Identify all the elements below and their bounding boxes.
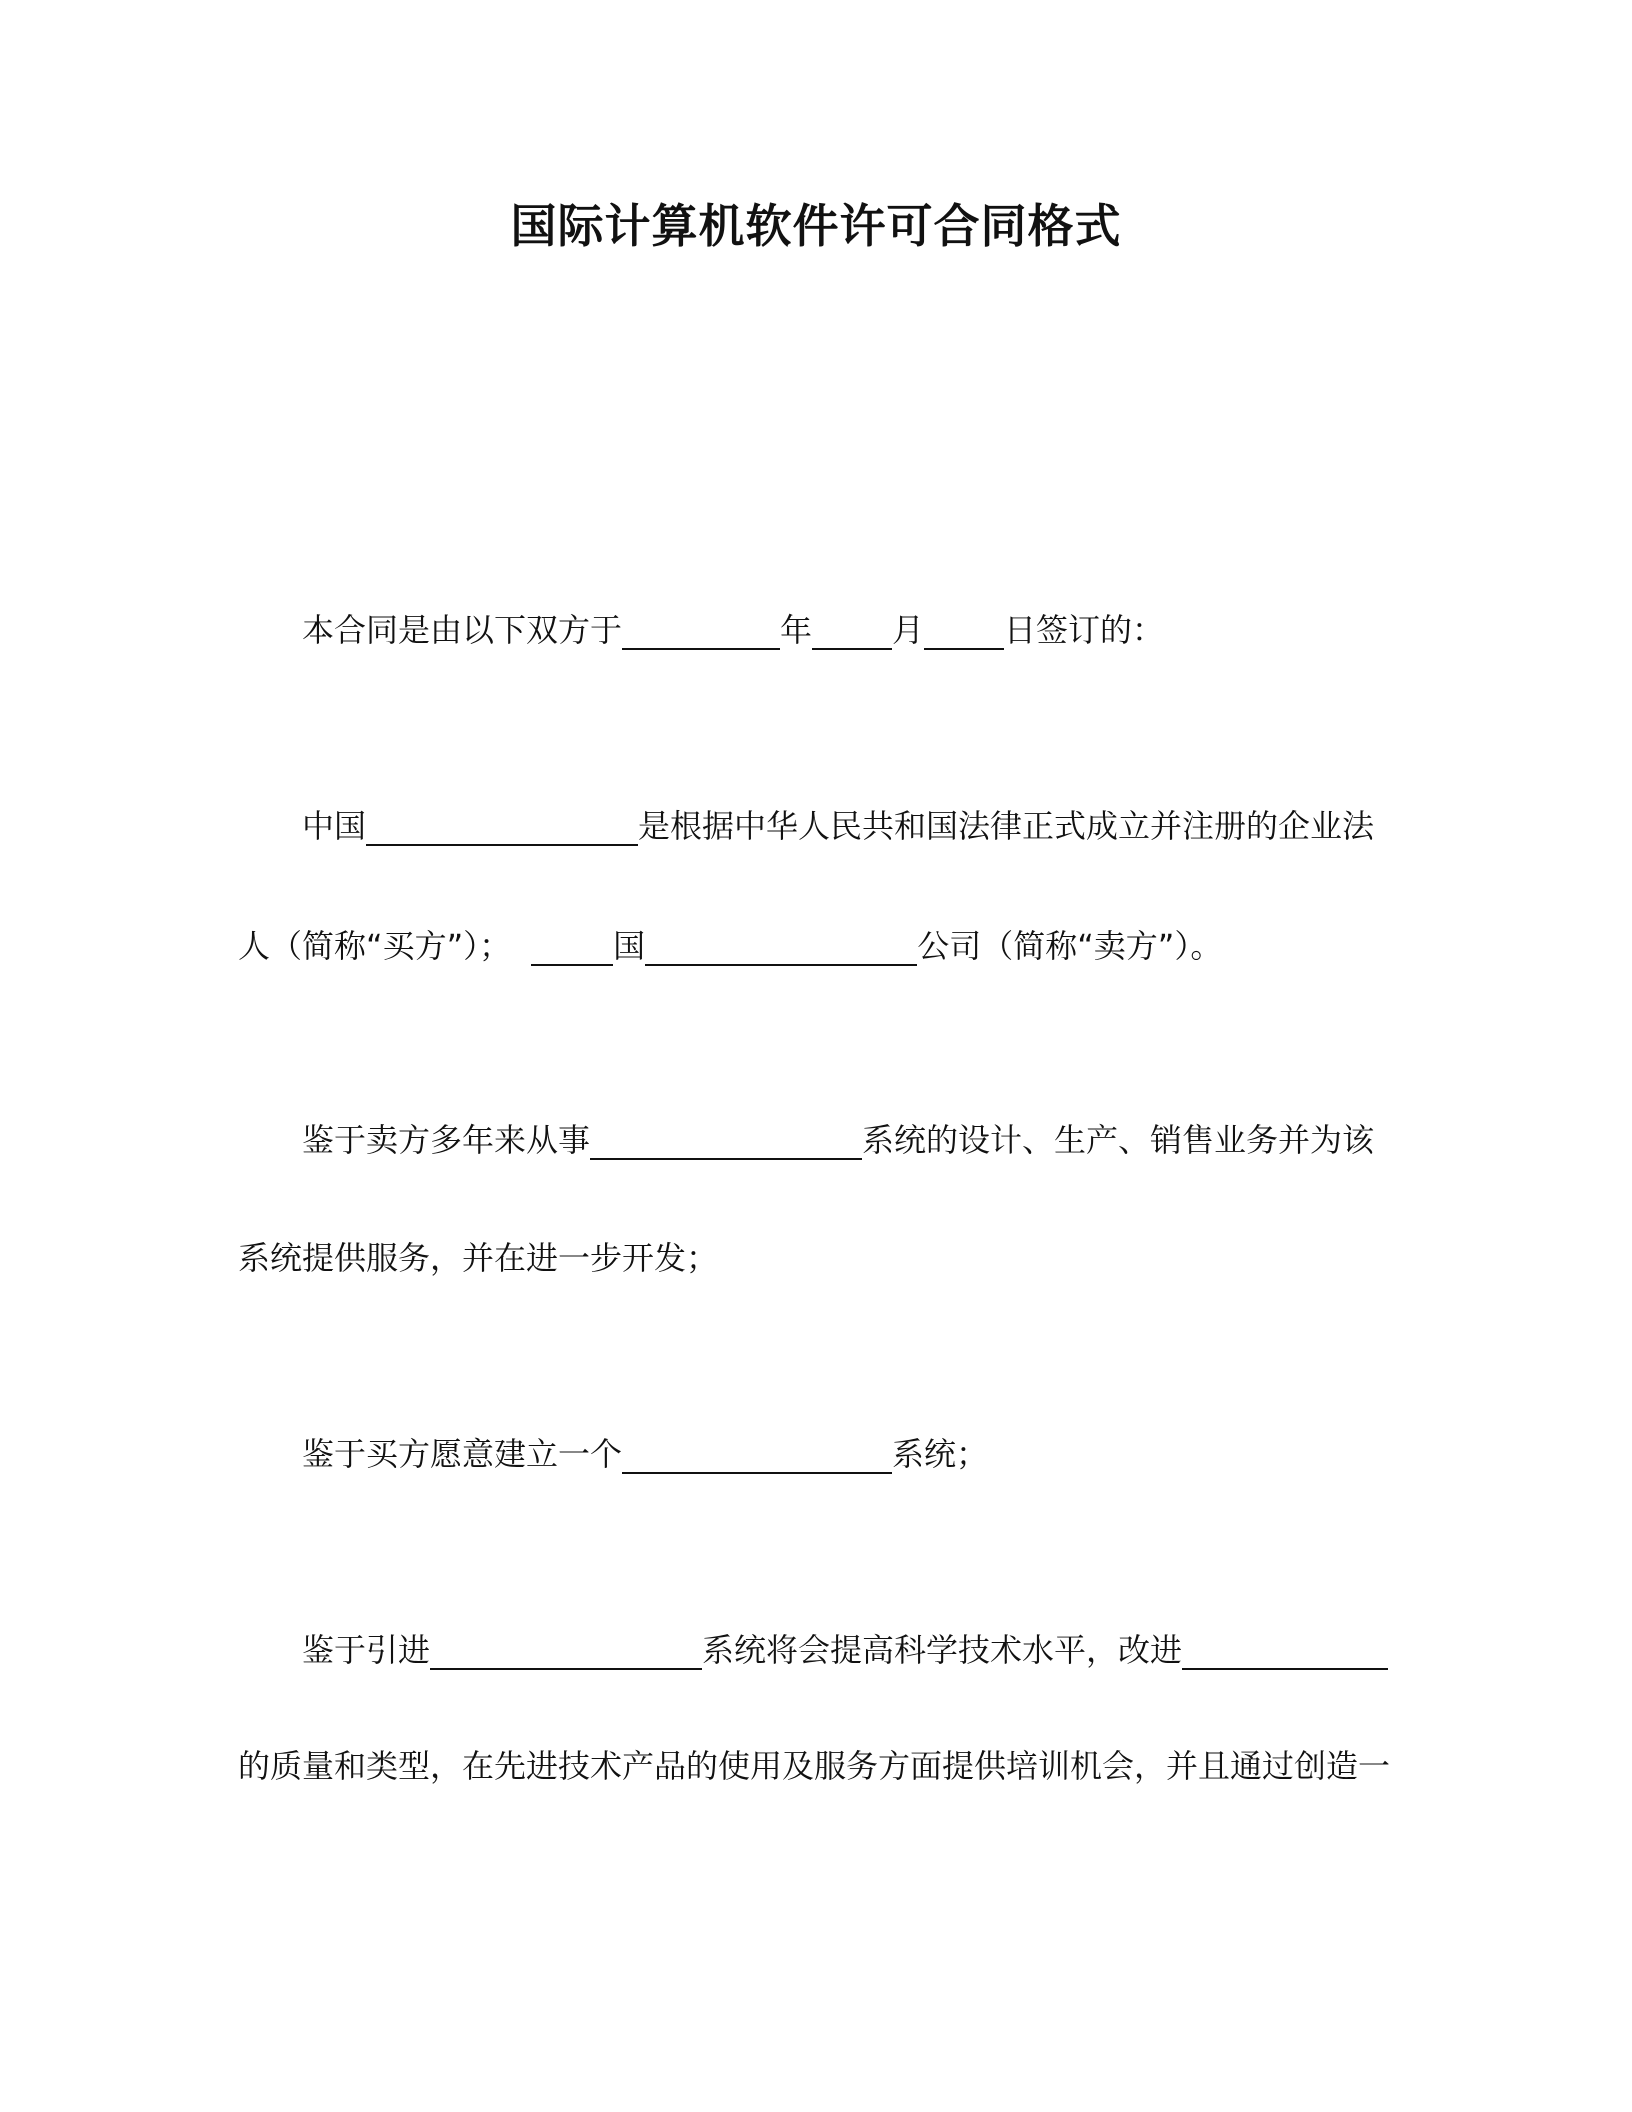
month-blank[interactable]: [812, 612, 892, 650]
month-label: 月: [892, 611, 925, 649]
buyer-abbrev-text: 人（简称“买方”）；: [238, 927, 512, 965]
seller-line: [238, 924, 1222, 968]
seller-business-line-2: [238, 1236, 718, 1280]
benefit-cont: 的质量和类型，在先进技术产品的使用及服务方面提供培训机会，并且通过创造一: [238, 1747, 1391, 1785]
seller-business-line: [302, 1118, 1374, 1162]
buyer-line: [302, 804, 1374, 848]
benefit-intro: 鉴于引进: [302, 1631, 431, 1669]
benefit-line-2: [238, 1744, 1390, 1788]
buyer-intent-end: 系统；: [892, 1435, 989, 1473]
buyer-country-text: 中国: [302, 807, 367, 845]
seller-business-cont: 系统提供服务，并在进一步开发；: [238, 1239, 719, 1277]
seller-abbrev-text: 公司（简称“卖方”）。: [917, 927, 1223, 965]
seller-system-blank[interactable]: [590, 1122, 862, 1160]
date-intro-text: 本合同是由以下双方于: [302, 611, 623, 649]
imported-system-blank[interactable]: [430, 1632, 702, 1670]
seller-country-label: 国: [613, 927, 646, 965]
benefit-text: 系统将会提高科学技术水平，改进: [702, 1631, 1183, 1669]
year-blank[interactable]: [622, 612, 780, 650]
seller-country-blank[interactable]: [531, 928, 613, 966]
date-line: [302, 608, 1164, 652]
buyer-intent-text: 鉴于买方愿意建立一个: [302, 1435, 623, 1473]
improvement-blank[interactable]: [1182, 1632, 1388, 1670]
document-title: 国际计算机软件许可合同格式: [510, 199, 1122, 253]
seller-business-intro: 鉴于卖方多年来从事: [302, 1121, 591, 1159]
buyer-system-blank[interactable]: [622, 1436, 892, 1474]
benefit-line: [302, 1628, 1388, 1672]
buyer-intent-line: [302, 1432, 988, 1476]
seller-business-text: 系统的设计、生产、销售业务并为该: [862, 1121, 1375, 1159]
day-blank[interactable]: [924, 612, 1004, 650]
seller-name-blank[interactable]: [645, 928, 917, 966]
year-label: 年: [780, 611, 813, 649]
day-label: 日签订的：: [1004, 611, 1165, 649]
buyer-name-blank[interactable]: [366, 808, 638, 846]
buyer-description-text: 是根据中华人民共和国法律正式成立并注册的企业法: [638, 807, 1375, 845]
